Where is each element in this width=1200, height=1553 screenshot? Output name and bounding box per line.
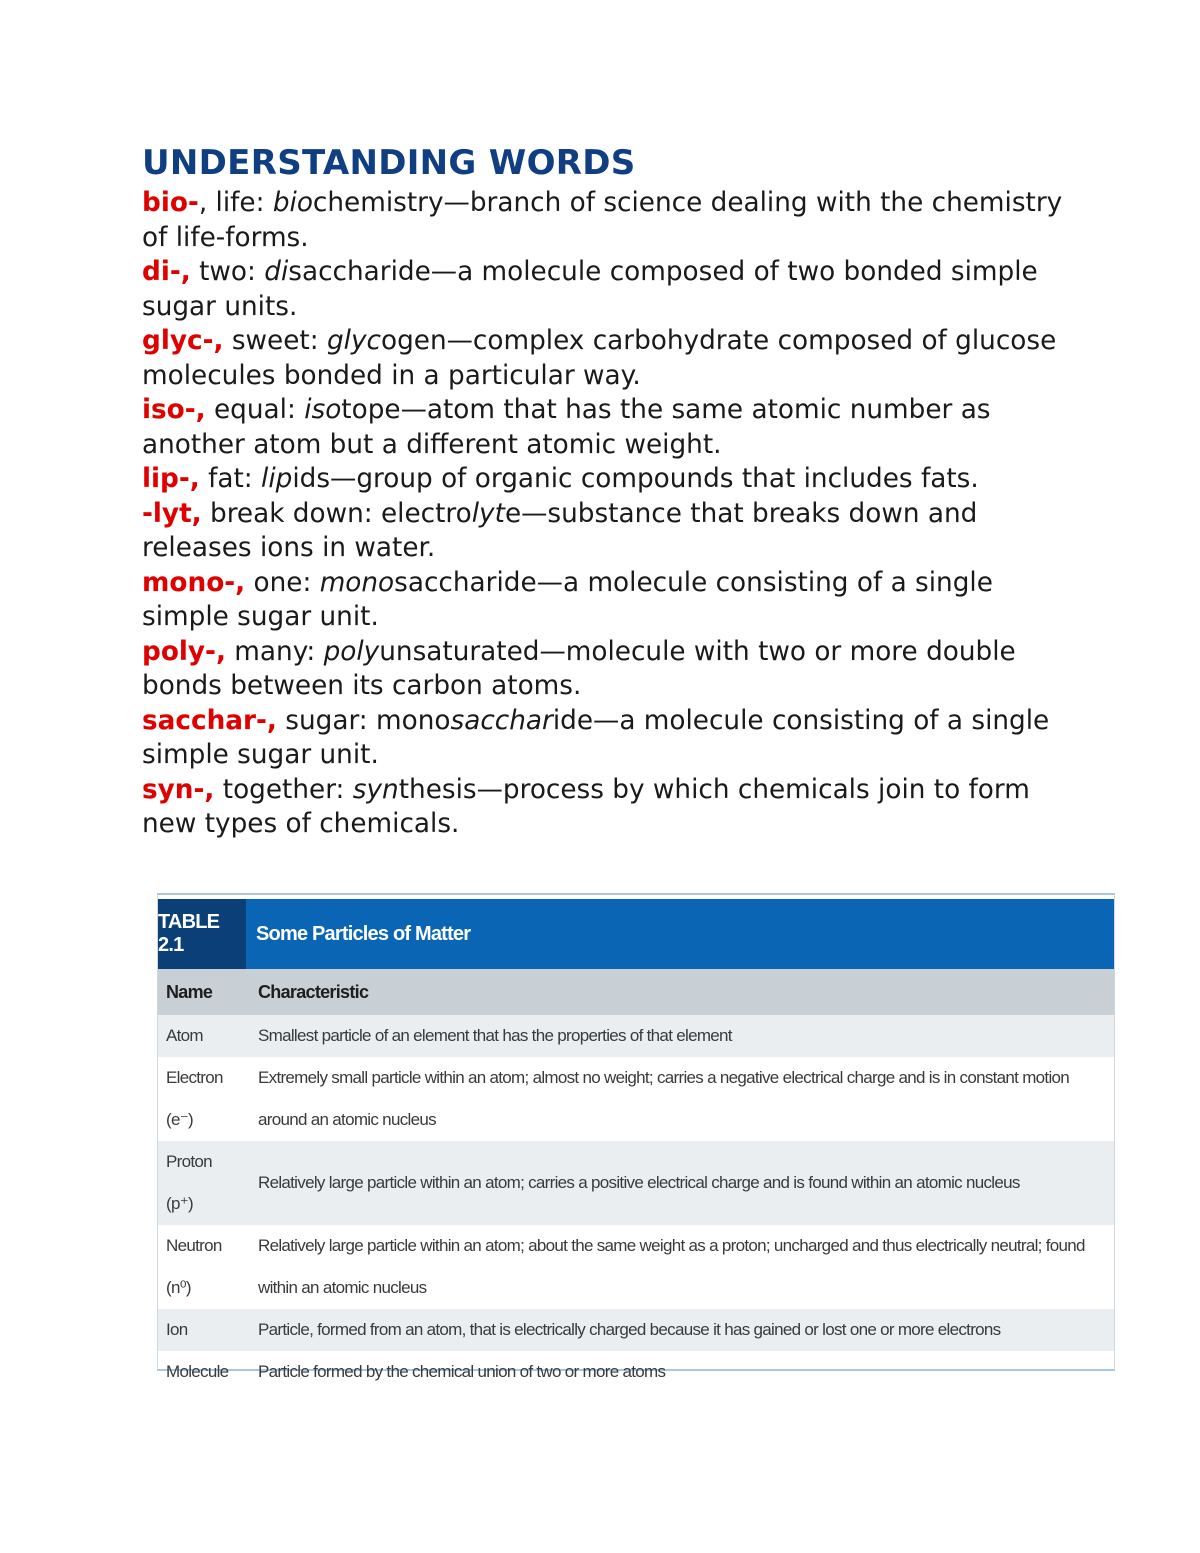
particles-table-figure [157, 893, 1115, 1381]
example-suffix: e [504, 498, 522, 529]
table-header-row [158, 969, 1114, 1015]
table-row [158, 1015, 1114, 1057]
word-definition: —branch of science dealing with the chemistry of life-forms. [142, 188, 1063, 253]
cell-characteristic: Relatively large particle within an atom; carries a positive electrical charge and is found within an atomic nucleus [250, 1141, 1114, 1225]
cell-characteristic: Particle, formed from an atom, that is electrically charged because it has gained or lost one or more electrons [250, 1309, 1114, 1351]
word-example [324, 637, 540, 667]
cell-name: Proton (p⁺) [158, 1141, 250, 1225]
word-definition: —a molecule composed of two bonded simple sugar units. [142, 257, 1038, 322]
word-definition: —complex carbohydrate composed of glucose molecules bonded in a particular way. [142, 326, 1057, 391]
example-root: lip [261, 464, 293, 494]
word-meaning: break down: [201, 498, 381, 529]
example-root: iso [304, 395, 342, 425]
word-entry [142, 393, 1082, 462]
word-definition: —substance that breaks down and releases ions in water. [142, 498, 978, 563]
example-suffix: unsaturated [379, 636, 540, 667]
word-list [142, 186, 1082, 842]
cell-name: Electron (e⁻) [166, 1068, 223, 1129]
cell-characteristic: Smallest particle of an element that has the properties of that element [250, 1015, 1114, 1057]
example-suffix: tope [341, 395, 401, 425]
word-definition: —atom that has the same atomic number as another atom but a different atomic weight. [142, 395, 991, 460]
table-number: TABLE 2.1 [158, 899, 246, 969]
example-prefix: mono [376, 705, 451, 736]
cell-characteristic: Relatively large particle within an atom; about the same weight as a proton; uncharged and thus electrically neutral; found within an atomic nucleus [258, 1236, 1085, 1297]
column-header-name: Name [158, 969, 250, 1015]
word-meaning: two: [190, 257, 265, 287]
word-example [381, 499, 521, 529]
example-root: sacchar [450, 705, 553, 736]
word-term: glyc-, [142, 326, 224, 356]
word-term: sacchar-, [142, 705, 277, 736]
word-definition: —molecule with two or more double bonds between its carbon atoms. [142, 636, 1016, 701]
example-root: lyt [471, 498, 505, 529]
word-term: poly-, [142, 636, 226, 667]
word-example [261, 464, 330, 494]
cell-characteristic: Particle formed by the chemical union of two or more atoms [258, 1362, 666, 1381]
table-row [158, 1225, 1114, 1309]
table-row [158, 1309, 1114, 1351]
particles-table [158, 969, 1114, 1393]
example-suffix: ogen [380, 326, 447, 356]
example-root: poly [323, 636, 380, 667]
table-row [158, 1141, 1114, 1225]
word-term: bio- [142, 188, 199, 218]
cell-name: Ion [158, 1309, 250, 1351]
word-example [273, 188, 444, 218]
word-term: di-, [142, 257, 191, 287]
example-suffix: saccharide [394, 567, 537, 598]
word-definition: —process by which chemicals join to form new types of chemicals. [142, 774, 1030, 839]
word-example [264, 257, 431, 287]
word-example [304, 395, 400, 425]
word-term: mono-, [142, 567, 246, 598]
word-entry [142, 497, 1082, 566]
example-prefix: electro [380, 498, 472, 529]
word-entry [142, 255, 1082, 324]
example-root: syn [352, 774, 399, 805]
word-entry [142, 462, 1082, 497]
word-definition: —group of organic compounds that includes fats. [330, 464, 979, 494]
example-suffix: ide [552, 705, 594, 736]
cell-name: Molecule [166, 1362, 229, 1381]
word-term: syn-, [142, 774, 215, 805]
word-entry [142, 773, 1082, 842]
word-entry [142, 635, 1082, 704]
table-row [158, 1057, 1114, 1141]
word-term: lip-, [142, 464, 200, 494]
example-root: glyc [326, 326, 381, 356]
word-meaning: many: [225, 636, 324, 667]
word-entry [142, 186, 1082, 255]
word-example [376, 706, 593, 736]
column-header-characteristic: Characteristic [250, 969, 1114, 1015]
word-meaning: fat: [199, 464, 262, 494]
example-root: bio [272, 188, 313, 218]
word-definition: —a molecule consisting of a single simple sugar unit. [142, 705, 1050, 770]
example-suffix: saccharide [288, 257, 431, 287]
word-entry [142, 324, 1082, 393]
word-example [353, 775, 477, 805]
cell-name: Neutron (n⁰) [166, 1236, 222, 1297]
example-suffix: ids [292, 464, 331, 494]
word-term: iso-, [142, 395, 206, 425]
example-suffix: thesis [398, 774, 477, 805]
word-meaning: one: [245, 567, 320, 598]
page-heading: UNDERSTANDING WORDS [142, 143, 636, 183]
table-title: Some Particles of Matter [256, 922, 471, 945]
example-root: mono [319, 567, 395, 598]
word-example [320, 568, 537, 598]
word-definition: —a molecule consisting of a single simple sugar unit. [142, 567, 993, 632]
word-meaning: together: [214, 774, 353, 805]
word-meaning: sugar: [276, 705, 377, 736]
word-entry [142, 566, 1082, 635]
cell-characteristic: Extremely small particle within an atom; almost no weight; carries a negative electrical charge and is in constant motion around an atomic nucleus [258, 1068, 1070, 1129]
word-meaning: sweet: [223, 326, 327, 356]
word-entry [142, 704, 1082, 773]
example-suffix: chemistry [312, 188, 444, 218]
word-meaning: equal: [205, 395, 305, 425]
word-term: -lyt, [142, 498, 202, 529]
example-root: di [264, 257, 289, 287]
cell-name: Atom [158, 1015, 250, 1057]
word-example [327, 326, 447, 356]
word-meaning: , life: [198, 188, 273, 218]
table-row [158, 1351, 1114, 1393]
table-caption [158, 899, 1114, 969]
